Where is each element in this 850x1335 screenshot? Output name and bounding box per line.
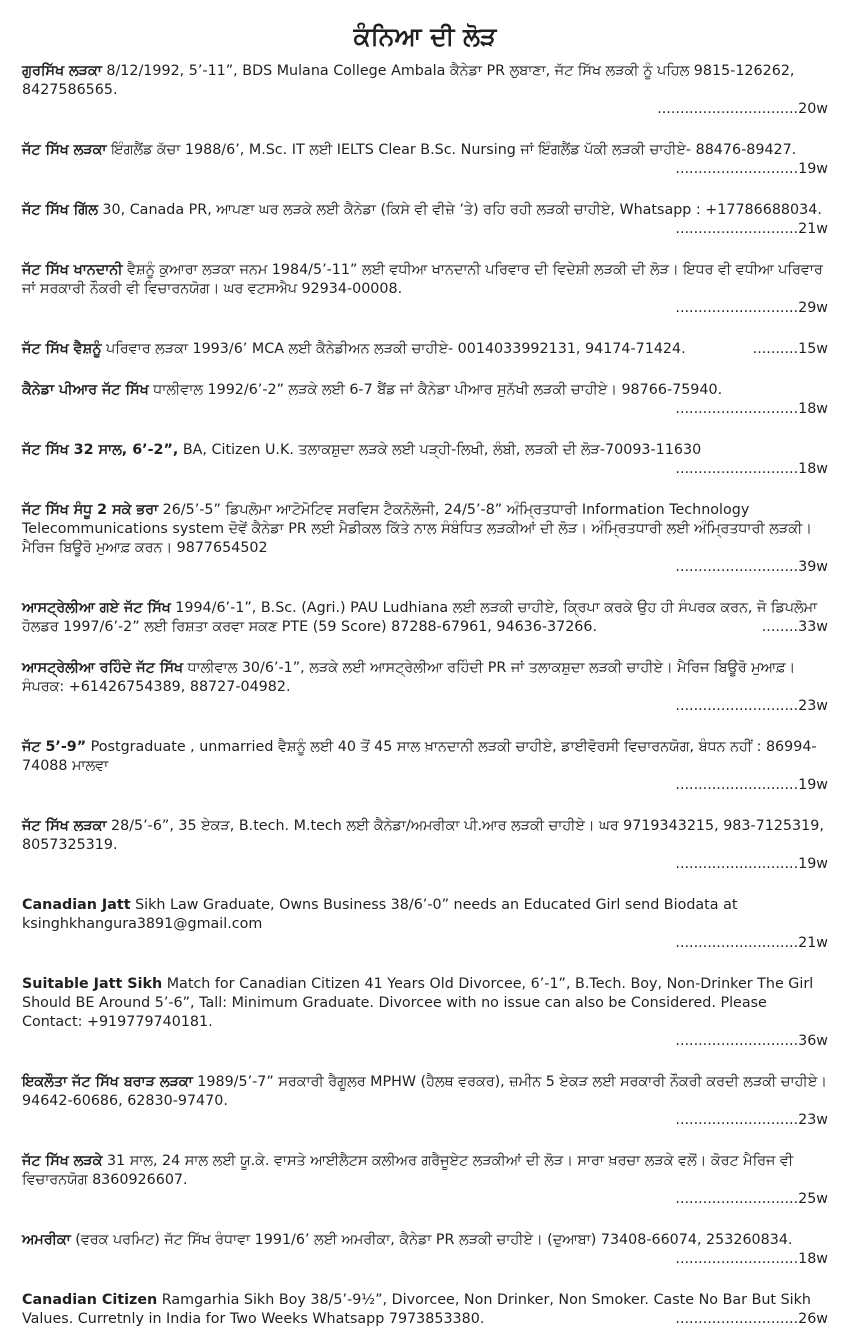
ad-word-count: ...........................19w <box>675 856 828 872</box>
ad-word-count: ...........................23w <box>675 1112 828 1128</box>
ad-lead: ਜੱਟ ਸਿੱਖ ਸੰਧੂ 2 ਸਕੇ ਭਰਾ <box>22 502 159 518</box>
ad-lead: Suitable Jatt Sikh <box>22 976 163 992</box>
ad-word-count: ...........................18w <box>675 1251 828 1267</box>
ad-entry <box>22 817 828 874</box>
ad-word-count: ...........................29w <box>675 300 828 316</box>
ad-lead: ਇਕਲੌਤਾ ਜੱਟ ਸਿੱਖ ਬਰਾੜ ਲੜਕਾ <box>22 1074 193 1090</box>
ad-body: 30, Canada PR, ਆਪਣਾ ਘਰ ਲੜਕੇ ਲਈ ਕੈਨੇਡਾ (ਕਿਸੇ ਵੀ ਵੀਜ਼ੇ ’ਤੇ) ਰਹਿ ਰਹੀ ਲੜਕੀ ਚਾਹੀਏ, Whatsapp : +17786688034. <box>97 202 822 218</box>
ads-list <box>22 62 828 1329</box>
ad-lead: ਜੱਟ ਸਿੱਖ 32 ਸਾਲ, 6’-2”, <box>22 442 179 458</box>
ad-body: 26/5’-5” ਡਿਪਲੋਮਾ ਆਟੋਮੋਟਿਵ ਸਰਵਿਸ ਟੈਕਨੋਲੋਜੀ, 24/5’-8” ਅੰਮ੍ਰਿਤਧਾਰੀ Information Technology Telecommunications system ਦੋਵੇਂ ਕੈਨੇਡਾ PR ਲਈ ਮੈਡੀਕਲ ਕਿੱਤੇ ਨਾਲ ਸੰਬੰਧਿਤ ਲੜਕੀਆਂ ਦੀ ਲੋੜ। ਅੰਮ੍ਰਿਤਧਾਰੀ ਲਈ ਅੰਮ੍ਰਿਤਧਾਰੀ ਲੜਕੀ। ਮੈਰਿਜ ਬਿਊਰੋ ਮੁਆਫ਼ ਕਰਨ। 9877654502 <box>22 502 812 556</box>
ad-lead: ਗੁਰਸਿੱਖ ਲੜਕਾ <box>22 63 102 79</box>
ad-word-count: ...........................39w <box>675 559 828 575</box>
ad-entry <box>22 62 828 119</box>
ad-entry <box>22 1073 828 1130</box>
ad-entry <box>22 1231 828 1269</box>
ad-entry <box>22 501 828 577</box>
ad-body: ਪਰਿਵਾਰ ਲੜਕਾ 1993/6’ MCA ਲਈ ਕੈਨੇਡੀਅਨ ਲੜਕੀ ਚਾਹੀਏ- 0014033992131, 94174-71424. <box>101 341 686 357</box>
ad-lead: ਜੱਟ ਸਿੱਖ ਲੜਕਾ <box>22 818 107 834</box>
ad-body: ਧਾਲੀਵਾਲ 1992/6’-2” ਲੜਕੇ ਲਈ 6-7 ਬੈਂਡ ਜਾਂ ਕੈਨੇਡਾ ਪੀਆਰ ਸੁਨੱਖੀ ਲੜਕੀ ਚਾਹੀਏ। 98766-75940. <box>148 382 723 398</box>
ad-lead: ਜੱਟ ਸਿੱਖ ਲੜਕੇ <box>22 1153 103 1169</box>
ad-word-count: ...............................20w <box>657 101 828 117</box>
ad-entry <box>22 975 828 1051</box>
ad-body: 31 ਸਾਲ, 24 ਸਾਲ ਲਈ ਯੂ.ਕੇ. ਵਾਸਤੇ ਆਈਲੈਟਸ ਕਲੀਅਰ ਗਰੈਜੂਏਟ ਲੜਕੀਆਂ ਦੀ ਲੋੜ। ਸਾਰਾ ਖ਼ਰਚਾ ਲੜਕੇ ਵਲੋਂ। ਕੋਰਟ ਮੈਰਿਜ ਵੀ ਵਿਚਾਰਨਯੋਗ 8360926607. <box>22 1153 794 1188</box>
ad-lead: Canadian Jatt <box>22 897 131 913</box>
ad-word-count: ...........................21w <box>675 221 828 237</box>
ad-body: Ramgarhia Sikh Boy 38/5’-9½”, Divorcee, Non Drinker, Non Smoker. Caste No Bar But Sikh Values. Curretnly in India for Two Weeks Whatsapp 7973853380. <box>22 1292 811 1327</box>
ad-entry <box>22 340 828 359</box>
ad-word-count: ........33w <box>761 619 828 635</box>
ad-word-count: ..........15w <box>752 341 828 357</box>
ad-entry <box>22 1152 828 1209</box>
ad-word-count: ...........................23w <box>675 698 828 714</box>
page-title: ਕੰਨਿਆ ਦੀ ਲੋੜ <box>353 22 497 51</box>
ad-lead: Canadian Citizen <box>22 1292 158 1308</box>
ad-word-count: ...........................21w <box>675 935 828 951</box>
ad-entry <box>22 441 828 479</box>
ad-word-count: ...........................19w <box>675 777 828 793</box>
ad-lead: ਆਸਟ੍ਰੇਲੀਆ ਗਏ ਜੱਟ ਸਿੱਖ <box>22 600 171 616</box>
ad-entry <box>22 599 828 637</box>
ad-body: ਧਾਲੀਵਾਲ 30/6’-1”, ਲੜਕੇ ਲਈ ਆਸਟ੍ਰੇਲੀਆ ਰਹਿੰਦੀ PR ਜਾਂ ਤਲਾਕਸ਼ੁਦਾ ਲੜਕੀ ਚਾਹੀਏ। ਮੈਰਿਜ ਬਿਊਰੋ ਮੁਆਫ਼। ਸੰਪਰਕ: +61426754389, 88727-04982. <box>22 660 796 695</box>
ad-lead: ਅਮਰੀਕਾ <box>22 1232 71 1248</box>
ad-word-count: ...........................36w <box>675 1033 828 1049</box>
ad-entry <box>22 1291 828 1329</box>
ad-lead: ਜੱਟ ਸਿੱਖ ਲੜਕਾ <box>22 142 107 158</box>
ad-lead: ਜੱਟ ਸਿੱਖ ਖਾਨਦਾਨੀ <box>22 262 123 278</box>
ad-body: Postgraduate , unmarried ਵੈਸ਼ਨੂੰ ਲਈ 40 ਤੋਂ 45 ਸਾਲ ਖ਼ਾਨਦਾਨੀ ਲੜਕੀ ਚਾਹੀਏ, ਡਾਈਵੋਰਸੀ ਵਿਚਾਰਨਯੋਗ, ਬੰਧਨ ਨਹੀਂ : 86994-74088 ਮਾਲਵਾ <box>22 739 817 774</box>
ad-word-count: ...........................25w <box>675 1191 828 1207</box>
ad-body: 1989/5’-7” ਸਰਕਾਰੀ ਰੈਗੂਲਰ MPHW (ਹੈਲਥ ਵਰਕਰ), ਜ਼ਮੀਨ 5 ਏਕੜ ਲਈ ਸਰਕਾਰੀ ਨੌਕਰੀ ਕਰਦੀ ਲੜਕੀ ਚਾਹੀਏ। 94642-60686, 62830-97470. <box>22 1074 827 1109</box>
ad-word-count: ...........................18w <box>675 401 828 417</box>
ad-body: 1994/6’-1”, B.Sc. (Agri.) PAU Ludhiana ਲਈ ਲੜਕੀ ਚਾਹੀਏ, ਕ੍ਰਿਪਾ ਕਰਕੇ ਉਹ ਹੀ ਸੰਪਰਕ ਕਰਨ, ਜੋ ਡਿਪਲੋਮਾ ਹੋਲਡਰ 1997/6’-2” ਲਈ ਰਿਸ਼ਤਾ ਕਰਵਾ ਸਕਣ PTE (59 Score) 87288-67961, 94636-37266. <box>22 600 818 635</box>
ad-body: ਇੰਗਲੈਂਡ ਕੱਚਾ 1988/6’, M.Sc. IT ਲਈ IELTS Clear B.Sc. Nursing ਜਾਂ ਇੰਗਲੈਂਡ ਪੱਕੀ ਲੜਕੀ ਚਾਹੀਏ- 88476-89427. <box>106 142 797 158</box>
ad-body: Sikh Law Graduate, Owns Business 38/6’-0” needs an Educated Girl send Biodata at ksinghkhangura3891@gmail.com <box>22 897 738 932</box>
ad-body: 8/12/1992, 5’-11”, BDS Mulana College Ambala ਕੈਨੇਡਾ PR ਲੁਬਾਣਾ, ਜੱਟ ਸਿੱਖ ਲੜਕੀ ਨੂੰ ਪਹਿਲ 9815-126262, 8427586565. <box>22 63 795 98</box>
ad-body: ਵੈਸ਼ਨੂੰ ਕੁਆਰਾ ਲੜਕਾ ਜਨਮ 1984/5’-11” ਲਈ ਵਧੀਆ ਖਾਨਦਾਨੀ ਪਰਿਵਾਰ ਦੀ ਵਿਦੇਸ਼ੀ ਲੜਕੀ ਦੀ ਲੋੜ। ਇਧਰ ਵੀ ਵਧੀਆ ਪਰਿਵਾਰ ਜਾਂ ਸਰਕਾਰੀ ਨੌਕਰੀ ਵੀ ਵਿਚਾਰਨਯੋਗ। ਘਰ ਵਟਸਐਪ 92934-00008. <box>22 262 823 297</box>
ad-entry <box>22 738 828 795</box>
ad-entry <box>22 261 828 318</box>
ad-word-count: ...........................26w <box>675 1311 828 1327</box>
ad-lead: ਕੈਨੇਡਾ ਪੀਆਰ ਜੱਟ ਸਿੱਖ <box>22 382 149 398</box>
ad-lead: ਜੱਟ 5’-9” <box>22 739 87 755</box>
ad-lead: ਜੱਟ ਸਿੱਖ ਗਿੱਲ <box>22 202 98 218</box>
ad-entry <box>22 896 828 953</box>
ad-lead: ਆਸਟ੍ਰੇਲੀਆ ਰਹਿੰਦੇ ਜੱਟ ਸਿੱਖ <box>22 660 183 676</box>
ad-body: BA, Citizen U.K. ਤਲਾਕਸ਼ੁਦਾ ਲੜਕੇ ਲਈ ਪੜ੍ਹੀ-ਲਿਖੀ, ਲੰਬੀ, ਲੜਕੀ ਦੀ ਲੋੜ-70093-11630 <box>178 442 702 458</box>
ad-entry <box>22 659 828 716</box>
ad-entry <box>22 381 828 419</box>
ad-body: Match for Canadian Citizen 41 Years Old Divorcee, 6’-1”, B.Tech. Boy, Non-Drinker The Girl Should BE Around 5’-6”, Tall: Minimum Graduate. Divorcee with no issue can also be Considered. Please Contact: +919779740181. <box>22 976 814 1030</box>
ad-body: 28/5’-6”, 35 ਏਕੜ, B.tech. M.tech ਲਈ ਕੈਨੇਡਾ/ਅਮਰੀਕਾ ਪੀ.ਆਰ ਲੜਕੀ ਚਾਹੀਏ। ਘਰ 9719343215, 983-7125319, 8057325319. <box>22 818 824 853</box>
ad-word-count: ...........................18w <box>675 461 828 477</box>
ad-entry <box>22 201 828 239</box>
ad-word-count: ...........................19w <box>675 161 828 177</box>
ad-lead: ਜੱਟ ਸਿੱਖ ਵੈਸ਼ਨੂੰ <box>22 341 102 357</box>
ad-body: (ਵਰਕ ਪਰਮਿਟ) ਜੱਟ ਸਿੱਖ ਰੰਧਾਵਾ 1991/6’ ਲਈ ਅਮਰੀਕਾ, ਕੈਨੇਡਾ PR ਲੜਕੀ ਚਾਹੀਏ। (ਦੁਆਬਾ) 73408-66074, 253260834. <box>70 1232 793 1248</box>
ad-entry <box>22 141 828 179</box>
